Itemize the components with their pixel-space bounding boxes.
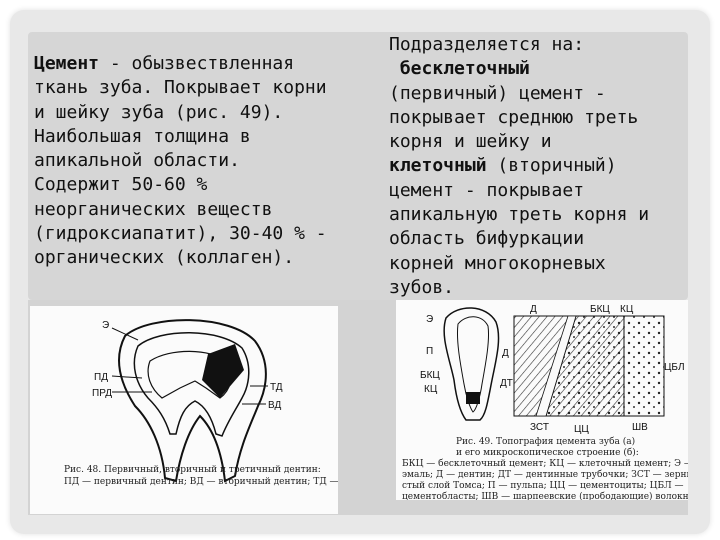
left-line-6: Содержит 50-60 %	[34, 174, 208, 196]
label-shv: ШВ	[632, 422, 648, 433]
right-line-4: покрывает среднюю треть	[389, 106, 639, 128]
figure-49	[396, 300, 688, 500]
right-line-8: апикальную треть корня и	[389, 204, 650, 226]
right-line-6: (вторичный)	[486, 155, 617, 177]
left-line-1: - обызвествленная	[99, 53, 295, 74]
right-line-7: цемент - покрывает	[389, 179, 585, 201]
figure-48	[30, 306, 338, 514]
left-line-7: неорганических веществ	[34, 198, 273, 220]
label-dt: ДТ	[500, 378, 513, 389]
label-kts: КЦ	[424, 384, 438, 395]
caption-line-1: Рис. 48. Первичный, вторичный и третичный дентин:	[64, 465, 321, 475]
label-kts-2: КЦ	[620, 304, 634, 315]
label-prd: ПРД	[92, 388, 112, 399]
term-cement: Цемент	[34, 53, 100, 74]
label-tsbl: ЦБЛ	[664, 362, 685, 373]
label-bkts-2: БКЦ	[590, 304, 610, 315]
label-td: ТД	[270, 382, 283, 393]
right-line-3: (первичный) цемент -	[389, 82, 606, 104]
term-cellular: клеточный	[389, 155, 487, 177]
caption-line-3: БКЦ — бесклеточный цемент; КЦ — клеточный цемент; Э —	[402, 459, 688, 469]
left-line-3: и шейку зуба (рис. 49).	[34, 101, 284, 123]
caption-line-2: ПД — первичный дентин; ВД — вторичный дентин; ТД —	[64, 477, 338, 487]
label-ts: ЦЦ	[574, 424, 589, 435]
label-d-2: Д	[530, 304, 537, 315]
caption-line-4: эмаль; Д — дентин; ДТ — дентинные трубочки; ЗСТ — зерни-	[402, 470, 688, 480]
label-e: Э	[102, 320, 110, 331]
left-line-2: ткань зуба. Покрывает корни	[34, 77, 327, 99]
label-vd: ВД	[268, 400, 282, 411]
right-line-11: зубов.	[389, 276, 455, 298]
label-zst: ЗСТ	[530, 422, 549, 433]
cement-topography-drawing	[396, 300, 688, 500]
caption-line-2: и его микроскопическое строение (б):	[456, 448, 639, 458]
label-d: Д	[502, 348, 509, 359]
caption-line-1: Рис. 49. Топография цемента зуба (а)	[456, 437, 636, 447]
right-line-5: корня и шейку и	[389, 131, 552, 153]
left-line-8: (гидроксиапатит), 30-40 % -	[34, 223, 327, 245]
caption-line-5: стый слой Томса; П — пульпа; ЦЦ — цементоциты; ЦБЛ —	[402, 481, 684, 491]
right-line-9: область бифуркации	[389, 228, 585, 250]
label-bkts: БКЦ	[420, 370, 440, 381]
left-text-column	[34, 52, 327, 271]
left-line-4: Наибольшая толщина в	[34, 125, 251, 147]
term-acellular: бесклеточный	[399, 58, 530, 80]
label-p: П	[426, 346, 434, 357]
label-pd: ПД	[94, 372, 108, 383]
left-line-5: апикальной области.	[34, 150, 240, 172]
tooth-dentin-drawing	[30, 306, 338, 514]
right-line-10: корней многокорневых	[389, 252, 606, 274]
label-e: Э	[426, 314, 434, 325]
right-line-1: Подразделяется на:	[389, 34, 585, 55]
left-line-9: органических (коллаген).	[34, 247, 295, 269]
caption-line-6: цементобласты; ШВ — шарпеевские (прободающие) волокна	[402, 492, 688, 500]
right-text-column	[389, 33, 649, 300]
